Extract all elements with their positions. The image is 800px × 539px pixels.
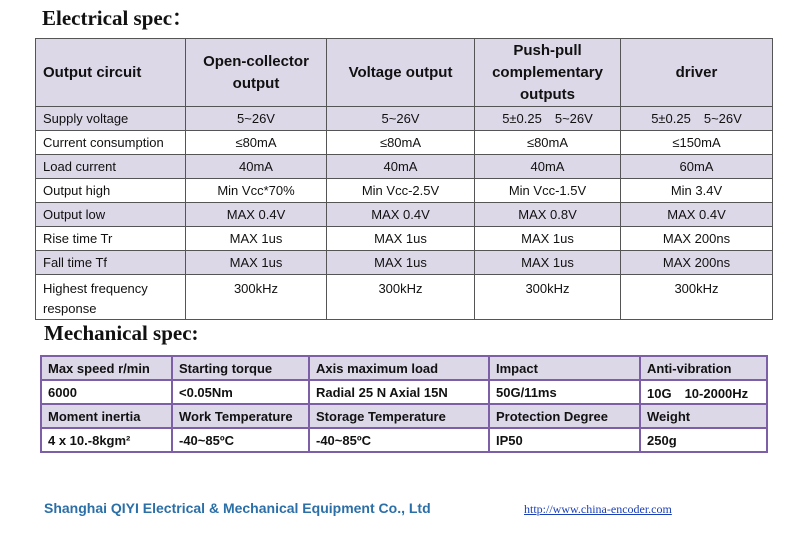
table-cell: 50G/11ms <box>489 380 640 404</box>
table-cell: 40mA <box>475 155 621 179</box>
table-cell: MAX 1us <box>186 227 327 251</box>
header-cell: Push-pull complementary outputs <box>475 39 621 107</box>
row-label: Highest frequency response <box>36 275 186 320</box>
table-cell: MAX 1us <box>186 251 327 275</box>
header-cell: Work Temperature <box>172 404 309 428</box>
row-label: Current consumption <box>36 131 186 155</box>
table-cell: MAX 1us <box>475 227 621 251</box>
table-cell: Min Vcc*70% <box>186 179 327 203</box>
table-cell: 60mA <box>621 155 773 179</box>
header-cell: Max speed r/min <box>41 356 172 380</box>
table-cell: 5±0.25 5~26V <box>475 107 621 131</box>
table-cell: ≤80mA <box>186 131 327 155</box>
table-cell: MAX 0.4V <box>186 203 327 227</box>
table-cell: 4 x 10.-8kgm² <box>41 428 172 452</box>
table-cell: 300kHz <box>186 275 327 320</box>
table-cell: 5~26V <box>186 107 327 131</box>
table-cell: 300kHz <box>475 275 621 320</box>
row-label: Supply voltage <box>36 107 186 131</box>
table-cell: MAX 0.4V <box>621 203 773 227</box>
table-cell: 300kHz <box>327 275 475 320</box>
row-label: Load current <box>36 155 186 179</box>
table-cell: ≤80mA <box>475 131 621 155</box>
table-header-row <box>41 356 767 380</box>
table-cell: ≤150mA <box>621 131 773 155</box>
row-label: Output low <box>36 203 186 227</box>
table-cell: 300kHz <box>621 275 773 320</box>
table-cell: 40mA <box>327 155 475 179</box>
header-cell: Storage Temperature <box>309 404 489 428</box>
header-cell: driver <box>621 39 773 107</box>
table-cell: <0.05Nm <box>172 380 309 404</box>
table-cell: 40mA <box>186 155 327 179</box>
table-row <box>36 227 773 251</box>
table-cell: Min Vcc-2.5V <box>327 179 475 203</box>
table-row <box>36 131 773 155</box>
row-label: Fall time Tf <box>36 251 186 275</box>
electrical-spec-title: Electrical spec： <box>42 6 194 30</box>
table-cell: MAX 1us <box>475 251 621 275</box>
header-cell: Protection Degree <box>489 404 640 428</box>
header-cell: Starting torque <box>172 356 309 380</box>
table-cell: 250g <box>640 428 767 452</box>
table-cell: -40~85ºC <box>172 428 309 452</box>
table-row <box>36 155 773 179</box>
table-row <box>36 251 773 275</box>
website-link[interactable]: http://www.china-encoder.com <box>524 502 672 516</box>
table-cell: 5±0.25 5~26V <box>621 107 773 131</box>
header-cell: Moment inertia <box>41 404 172 428</box>
table-header-row <box>41 404 767 428</box>
mechanical-spec-table <box>40 355 768 453</box>
table-cell: ≤80mA <box>327 131 475 155</box>
header-cell: Anti-vibration <box>640 356 767 380</box>
table-cell: MAX 1us <box>327 251 475 275</box>
header-cell: Weight <box>640 404 767 428</box>
table-row <box>36 179 773 203</box>
table-cell: MAX 1us <box>327 227 475 251</box>
table-row <box>41 428 767 452</box>
table-cell: 6000 <box>41 380 172 404</box>
table-cell: Min 3.4V <box>621 179 773 203</box>
table-cell: 5~26V <box>327 107 475 131</box>
table-row <box>36 107 773 131</box>
header-cell: Voltage output <box>327 39 475 107</box>
table-row <box>41 380 767 404</box>
header-cell: Axis maximum load <box>309 356 489 380</box>
mechanical-spec-title: Mechanical spec: <box>44 321 199 345</box>
header-cell: Output circuit <box>36 39 186 107</box>
table-cell: MAX 0.8V <box>475 203 621 227</box>
table-header-row <box>36 39 773 107</box>
table-cell: Radial 25 N Axial 15N <box>309 380 489 404</box>
header-cell: Open-collector output <box>186 39 327 107</box>
table-cell: Min Vcc-1.5V <box>475 179 621 203</box>
company-name: Shanghai QIYI Electrical & Mechanical Equipment Co., Ltd <box>44 500 431 516</box>
electrical-spec-table <box>35 38 773 320</box>
table-cell: MAX 200ns <box>621 251 773 275</box>
table-cell: -40~85ºC <box>309 428 489 452</box>
table-row <box>36 203 773 227</box>
table-cell: IP50 <box>489 428 640 452</box>
table-row <box>36 275 773 320</box>
table-cell: MAX 200ns <box>621 227 773 251</box>
header-cell: Impact <box>489 356 640 380</box>
row-label: Rise time Tr <box>36 227 186 251</box>
row-label: Output high <box>36 179 186 203</box>
table-cell: 10G 10-2000Hz <box>640 380 767 404</box>
table-cell: MAX 0.4V <box>327 203 475 227</box>
